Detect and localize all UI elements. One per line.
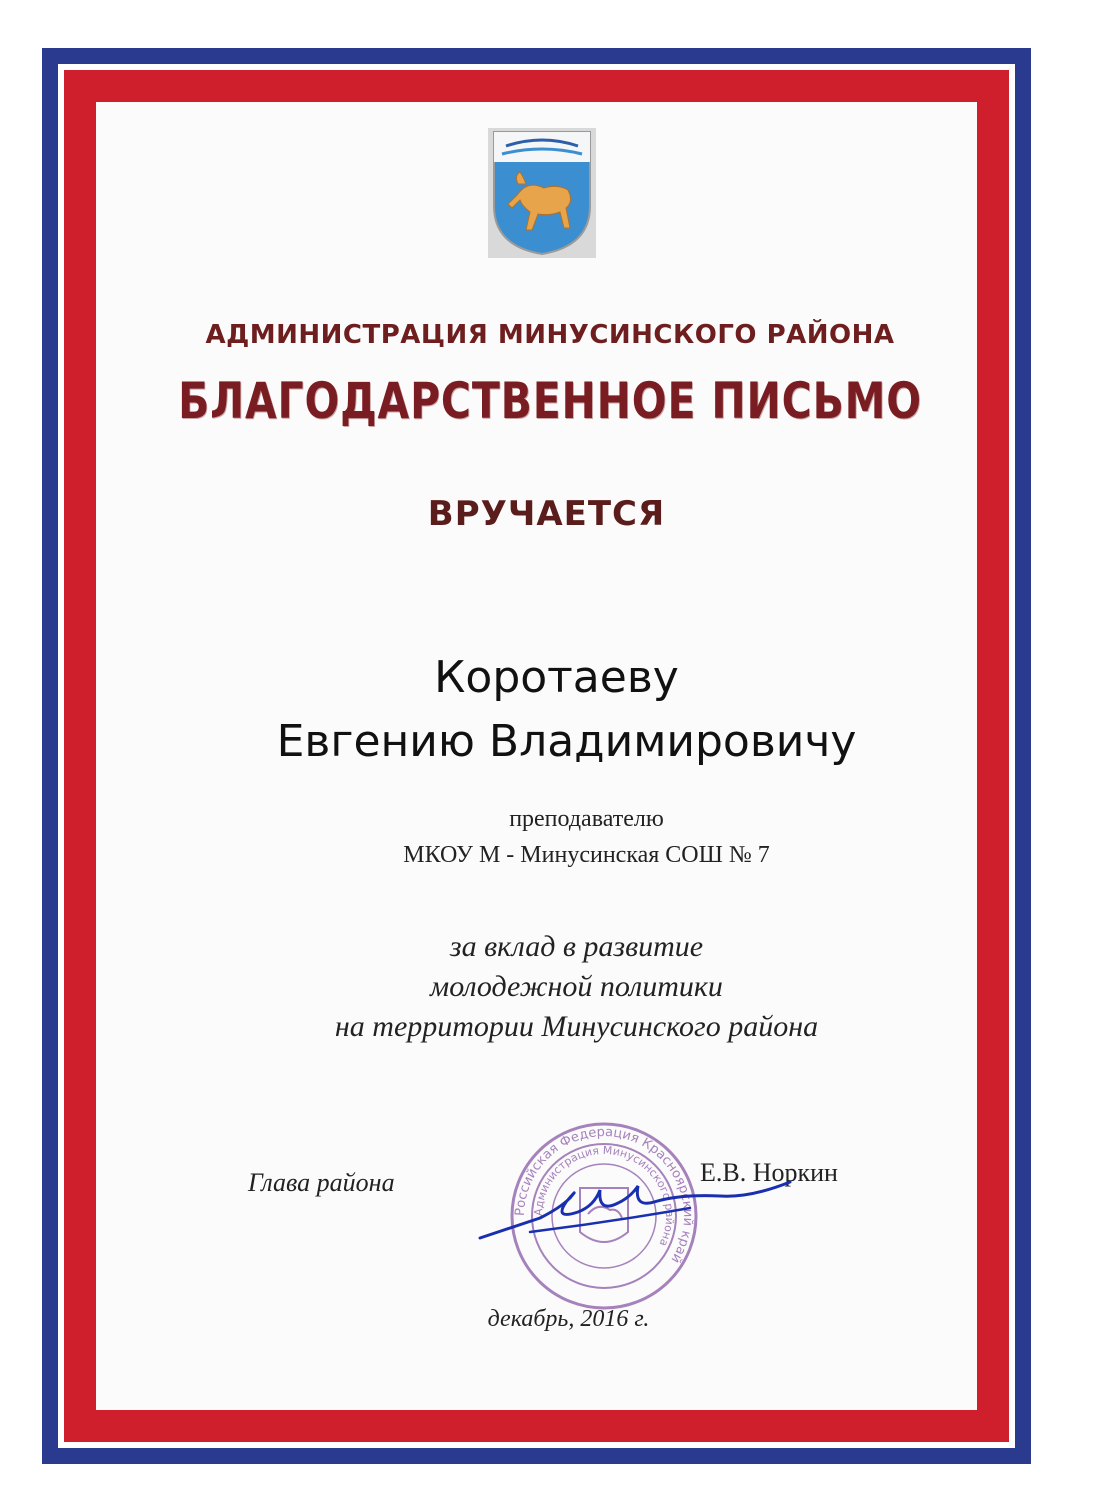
recipient-surname: Коротаеву <box>434 652 679 703</box>
stamp-outer-text: Российская Федерация Красноярский край <box>512 1124 696 1266</box>
document-title: БЛАГОДАРСТВЕННОЕ ПИСЬМО <box>178 372 922 430</box>
stamp-inner-text: Администрация Минусинского района <box>531 1143 677 1249</box>
recipient-position: преподавателю <box>509 806 664 832</box>
reason-line-3: на территории Минусинского района <box>334 1010 819 1043</box>
issue-date: декабрь, 2016 г. <box>487 1306 650 1332</box>
handwritten-signature <box>470 1168 800 1258</box>
recipient-given-names: Евгению Владимировичу <box>276 716 857 767</box>
reason-line-1: за вклад в развитие <box>449 930 704 963</box>
coat-of-arms-horse-icon <box>488 128 596 258</box>
signatory-title: Глава района <box>248 1168 395 1197</box>
awarded-heading: ВРУЧАЕТСЯ <box>427 494 666 534</box>
reason-line-2: молодежной политики <box>430 970 723 1003</box>
recipient-institution: МКОУ М - Минусинская СОШ № 7 <box>403 842 770 868</box>
organization-heading: АДМИНИСТРАЦИЯ МИНУСИНСКОГО РАЙОНА <box>205 320 895 350</box>
signatory-name: Е.В. Норкин <box>700 1158 838 1187</box>
